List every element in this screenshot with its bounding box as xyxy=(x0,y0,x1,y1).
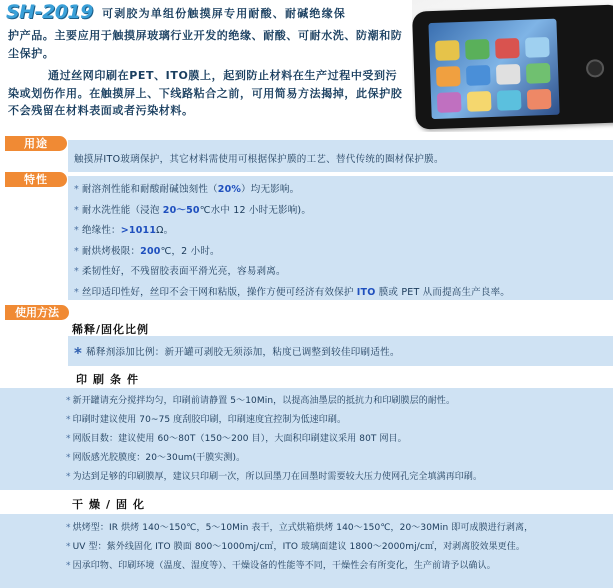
app-icon-grid xyxy=(435,37,551,113)
print-item: * 新开罐请充分搅拌均匀，印刷前请静置 5～10Min，以提高油墨层的抵抗力和印刷膜层的耐性。 xyxy=(66,394,482,413)
app-icon xyxy=(495,38,520,59)
app-icon xyxy=(435,40,460,61)
app-icon xyxy=(497,90,522,111)
feature-item: * 柔韧性好，不残留胶表面平滑光亮，容易剥离。 xyxy=(74,265,510,286)
dry-conditions-list xyxy=(66,521,533,578)
feature-item: * 耐水洗性能（浸泡 20～50℃水中 12 小时无影响)。 xyxy=(74,204,510,225)
app-icon xyxy=(526,63,551,84)
app-icon xyxy=(466,65,491,86)
dilute-text: * 稀释剂添加比例：新开罐可剥胶无须添加，粘度已调整到较佳印刷适性。 xyxy=(74,344,400,362)
phone-screen xyxy=(428,19,559,119)
app-icon xyxy=(525,37,550,58)
feature-item: * 丝印适印性好，丝印不会干网和粘版，操作方便可经济有效保护 ITO 膜或 PET 从而提高生产良率。 xyxy=(74,286,510,307)
app-icon xyxy=(436,66,461,87)
dry-item: * UV 型：紫外线固化 ITO 膜面 800～1000mj/c㎡，ITO 玻璃面建议 1800～2000mj/c㎡，对剥离胶效果更佳。 xyxy=(66,540,533,559)
phone-home-button xyxy=(586,59,605,78)
dry-item: * 烘烤型：IR 烘烤 140～150℃，5～10Min 表干，立式烘箱烘烤 140～150℃，20～30Min 即可成膜进行剥离， xyxy=(66,521,533,540)
app-icon xyxy=(527,89,552,110)
product-logo: SH-2019 xyxy=(6,1,93,23)
print-item: * 为达到足够的印刷膜厚，建议只印刷一次，所以回墨刀在回墨时需要较大压力使网孔完全填满再印刷。 xyxy=(66,470,482,489)
app-icon xyxy=(465,39,490,60)
print-item: * 网版感光胶膜度：20～30um(干膜实测)。 xyxy=(66,451,482,470)
method-tag: 使用方法 xyxy=(5,305,69,320)
dry-item: * 因承印物、印刷环境（温度、湿度等）、干燥设备的性能等不同，干燥性会有所变化，生产前请予以确认。 xyxy=(66,559,533,578)
feature-item: * 绝缘性：>1011Ω。 xyxy=(74,224,510,245)
print-item: * 网版目数：建议使用 60～80T（150～200 目），大面积印刷建议采用 80T 网目。 xyxy=(66,432,482,451)
dry-title: 干燥/固化 xyxy=(72,498,151,511)
usage-text: 触摸屏ITO玻璃保护，其它材料需使用可根据保护膜的工艺、替代传统的圈材保护膜。 xyxy=(74,154,444,165)
feature-item: * 耐溶剂性能和耐酸耐碱蚀刻性（20%）均无影响。 xyxy=(74,183,510,204)
app-icon xyxy=(496,64,521,85)
dilute-title: 稀释/固化比例 xyxy=(72,323,150,336)
feature-item: * 耐烘烤极限：200℃，2 小时。 xyxy=(74,245,510,266)
print-title: 印刷条件 xyxy=(76,373,144,386)
star-icon: * xyxy=(74,344,83,362)
process-paragraph: 通过丝网印刷在PET、ITO膜上，起到防止材料在生产过程中受到污染或划伤作用。在触摸屏上、下线路粘合之前，可用简易方法揭掉，此保护胶不会残留在材料表面或者污染材料。 xyxy=(8,69,403,117)
intro-paragraph: 护产品。主要应用于触摸屏玻璃行业开发的绝缘、耐酸、可耐水洗、防潮和防尘保护。 xyxy=(8,29,403,60)
features-list xyxy=(74,183,510,306)
features-tag: 特性 xyxy=(5,172,67,187)
usage-tag: 用途 xyxy=(5,136,67,151)
app-icon xyxy=(467,91,492,112)
app-icon xyxy=(437,92,462,113)
touchscreen-phone-image xyxy=(412,0,613,132)
print-conditions-list xyxy=(66,394,482,489)
print-item: * 印刷时建议使用 70~75 度刮胶印刷，印刷速度宜控制为低速印刷。 xyxy=(66,413,482,432)
intro-line: 可剥胶为单组份触摸屏专用耐酸、耐碱绝缘保 xyxy=(102,7,346,20)
phone-body xyxy=(412,4,613,129)
